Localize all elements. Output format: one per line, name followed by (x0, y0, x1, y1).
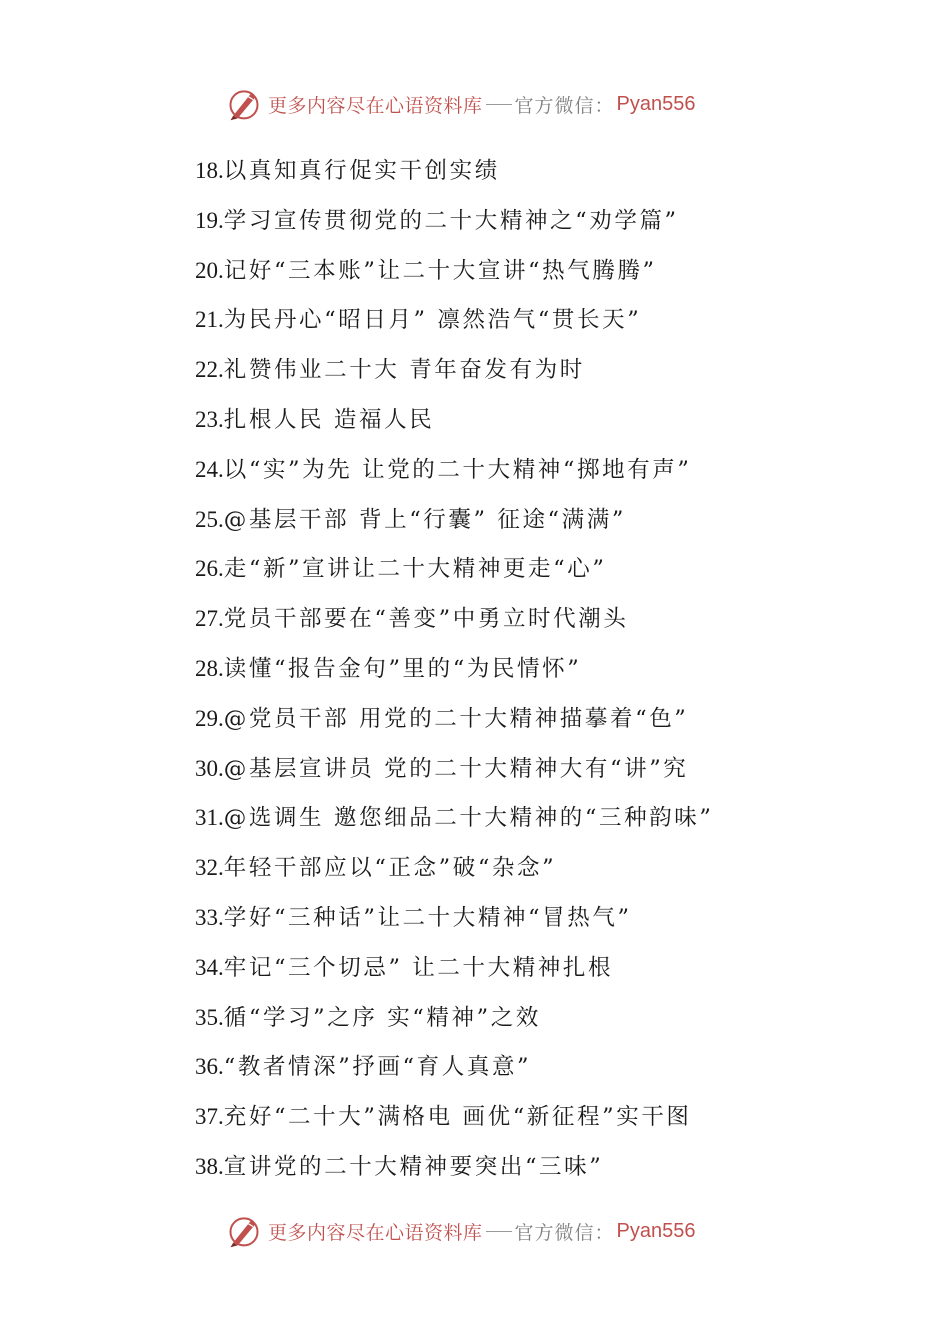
list-item (195, 793, 714, 843)
item-text: 学习宣传贯彻党的二十大精神之“劝学篇” (223, 207, 679, 234)
item-text: 扎根人民 造福人民 (223, 406, 435, 433)
item-text: 走“新”宣讲让二十大精神更走“心” (223, 556, 607, 583)
item-number: 37. (195, 1104, 224, 1130)
item-text: “教者情深”抒画“育人真意” (223, 1054, 532, 1081)
list-item (195, 395, 714, 445)
list-item (195, 246, 714, 296)
footer-watermark (226, 1211, 696, 1251)
item-number: 26. (195, 556, 224, 582)
list-item (195, 295, 714, 345)
list-item (195, 544, 714, 594)
item-number: 18. (195, 158, 224, 183)
item-number: 33. (195, 904, 224, 930)
item-number: 38. (195, 1153, 224, 1179)
item-number: 32. (195, 855, 224, 881)
item-number: 27. (195, 606, 224, 632)
item-text: 充好“二十大”满格电 画优“新征程”实干图 (223, 1104, 692, 1131)
item-text: 牢记“三个切忌” 让二十大精神扎根 (223, 954, 614, 981)
item-number: 24. (195, 456, 224, 482)
watermark-dash (486, 104, 512, 105)
item-text: 党员干部要在“善变”中勇立时代潮头 (223, 606, 629, 633)
item-text: 读懂“报告金句”里的“为民情怀” (223, 655, 582, 682)
item-text: 循“学习”之序 实“精神”之效 (223, 1004, 541, 1031)
item-text: @党员干部 用党的二十大精神描摹着“色” (223, 705, 689, 732)
list-item (195, 495, 714, 545)
list-item (195, 943, 714, 993)
header-watermark (226, 84, 696, 124)
item-text: @基层宣讲员 党的二十大精神大有“讲”究 (223, 755, 689, 782)
list-item (195, 146, 714, 196)
item-number: 36. (195, 1054, 224, 1080)
watermark-wechat-id: Pyan556 (616, 1219, 696, 1242)
pen-logo-icon (226, 1213, 262, 1249)
item-number: 29. (195, 705, 224, 731)
item-text: @选调生 邀您细品二十大精神的“三种韵味” (223, 805, 714, 832)
item-number: 23. (195, 406, 224, 432)
item-text: 年轻干部应以“正念”破“杂念” (223, 855, 557, 882)
item-number: 22. (195, 357, 224, 383)
item-text: 以真知真行促实干创实绩 (223, 158, 500, 184)
list-item (195, 843, 714, 893)
list-item (195, 1042, 714, 1092)
list-item (195, 993, 714, 1043)
item-number: 28. (195, 655, 224, 681)
item-number: 19. (195, 207, 224, 233)
item-number: 34. (195, 954, 224, 980)
watermark-sub-text: 官方微信： (514, 94, 615, 117)
watermark-dash (486, 1231, 512, 1232)
title-list (195, 146, 714, 1192)
list-item (195, 744, 714, 794)
list-item (195, 1142, 714, 1192)
item-text: 记好“三本账”让二十大宣讲“热气腾腾” (223, 257, 657, 284)
list-item (195, 345, 714, 395)
list-item (195, 196, 714, 246)
item-number: 35. (195, 1004, 224, 1030)
list-item (195, 893, 714, 943)
list-item (195, 594, 714, 644)
list-item (195, 1092, 714, 1142)
item-text: 以“实”为先 让党的二十大精神“掷地有声” (223, 456, 692, 483)
list-item (195, 694, 714, 744)
watermark-sub-text: 官方微信： (514, 1221, 615, 1244)
item-number: 21. (195, 307, 224, 333)
item-number: 31. (195, 805, 224, 831)
item-text: @基层干部 背上“行囊” 征途“满满” (223, 506, 626, 533)
pen-logo-icon (226, 86, 262, 122)
list-item (195, 644, 714, 694)
item-text: 礼赞伟业二十大 青年奋发有为时 (223, 357, 585, 384)
item-number: 20. (195, 257, 224, 283)
item-number: 30. (195, 755, 224, 781)
item-text: 为民丹心“昭日月” 凛然浩气“贯长天” (223, 307, 642, 334)
item-text: 宣讲党的二十大精神要突出“三味” (223, 1153, 604, 1180)
watermark-main-text: 更多内容尽在心语资料库 (268, 1221, 483, 1244)
watermark-main-text: 更多内容尽在心语资料库 (268, 94, 483, 117)
item-text: 学好“三种话”让二十大精神“冒热气” (223, 904, 632, 931)
list-item (195, 445, 714, 495)
watermark-wechat-id: Pyan556 (616, 92, 696, 115)
item-number: 25. (195, 506, 224, 532)
